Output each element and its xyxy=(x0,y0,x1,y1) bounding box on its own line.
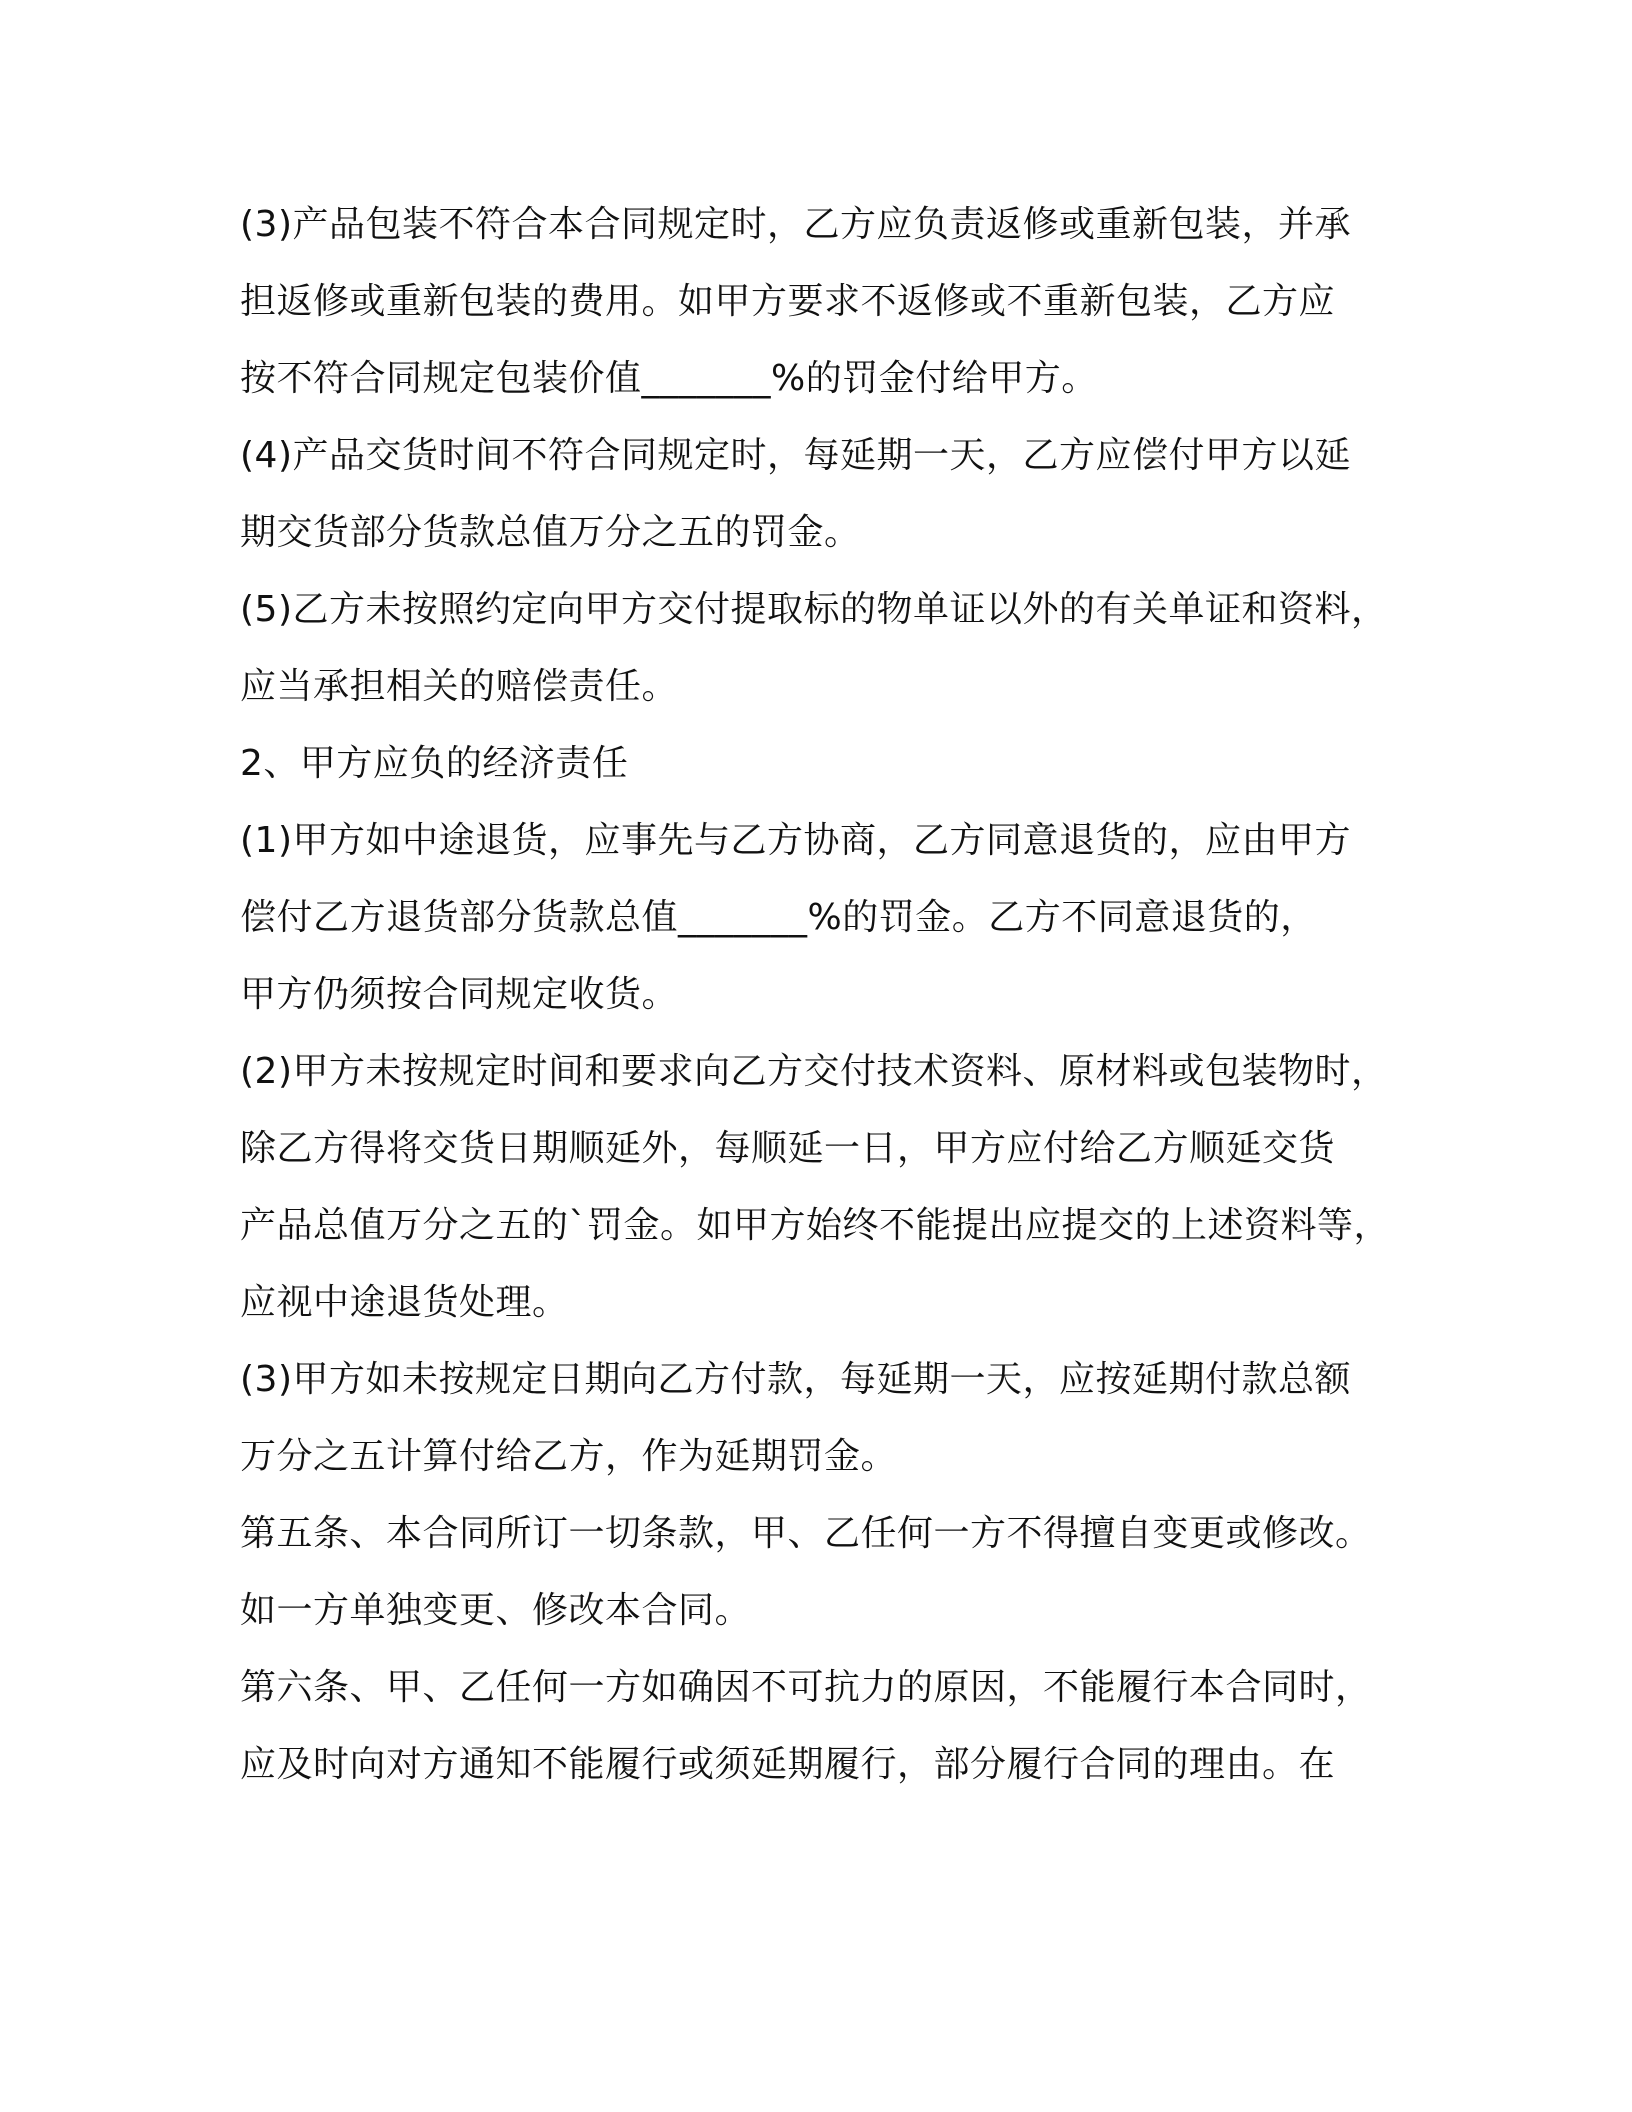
text-line: (3)产品包装不符合本合同规定时，乙方应负责返修或重新包装，并承 xyxy=(240,204,1351,245)
text-line: 万分之五计算付给乙方，作为延期罚金。 xyxy=(240,1436,898,1477)
text-line: (5)乙方未按照约定向甲方交付提取标的物单证以外的有关单证和资料， xyxy=(240,589,1388,630)
section-heading: 2、甲方应负的经济责任 xyxy=(240,743,629,784)
text-line: 期交货部分货款总值万分之五的罚金。 xyxy=(240,512,861,553)
text-line: (3)甲方如未按规定日期向乙方付款，每延期一天，应按延期付款总额 xyxy=(240,1359,1351,1400)
text-line: 应当承担相关的赔偿责任。 xyxy=(240,666,679,707)
document-body xyxy=(240,186,1420,1803)
text-line: 应及时向对方通知不能履行或须延期履行，部分履行合同的理由。在 xyxy=(240,1744,1336,1785)
text-line: 如一方单独变更、修改本合同。 xyxy=(240,1590,752,1631)
text-line: (4)产品交货时间不符合同规定时，每延期一天，乙方应偿付甲方以延 xyxy=(240,435,1351,476)
text-line: 甲方仍须按合同规定收货。 xyxy=(240,974,679,1015)
text-line: 第五条、本合同所订一切条款，甲、乙任何一方不得擅自变更或修改。 xyxy=(240,1513,1372,1554)
text-line: 产品总值万分之五的`罚金。如甲方始终不能提出应提交的上述资料等， xyxy=(240,1205,1391,1246)
text-line: (1)甲方如中途退货，应事先与乙方协商，乙方同意退货的，应由甲方 xyxy=(240,820,1351,861)
text-line: 偿付乙方退货部分货款总值_______%的罚金。乙方不同意退货的， xyxy=(240,897,1317,938)
text-line: 除乙方得将交货日期顺延外，每顺延一日，甲方应付给乙方顺延交货 xyxy=(240,1128,1336,1169)
text-line: 应视中途退货处理。 xyxy=(240,1282,569,1323)
text-line: 按不符合同规定包装价值_______%的罚金付给甲方。 xyxy=(240,358,1098,399)
text-line: 第六条、甲、乙任何一方如确因不可抗力的原因，不能履行本合同时， xyxy=(240,1667,1372,1708)
text-line: (2)甲方未按规定时间和要求向乙方交付技术资料、原材料或包装物时， xyxy=(240,1051,1388,1092)
text-line: 担返修或重新包装的费用。如甲方要求不返修或不重新包装，乙方应 xyxy=(240,281,1336,322)
